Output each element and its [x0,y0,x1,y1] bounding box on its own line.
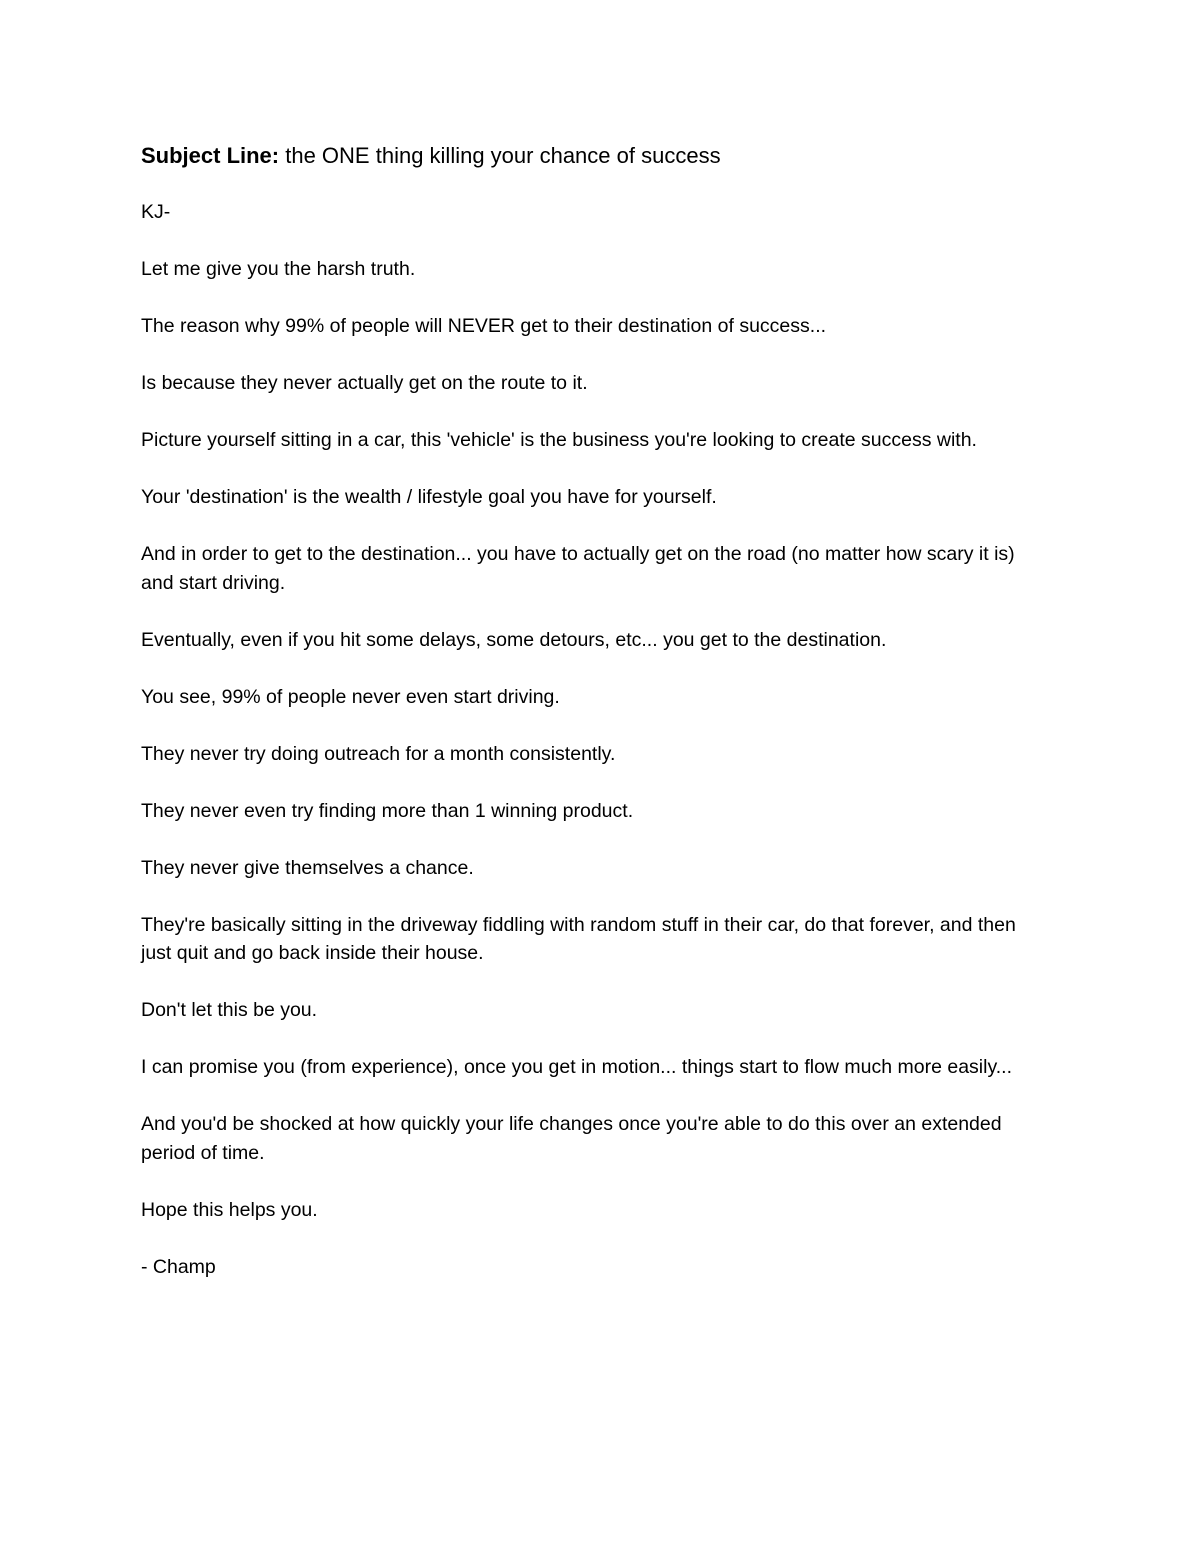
paragraph: Don't let this be you. [141,999,318,1021]
paragraph: You see, 99% of people never even start driving. [141,685,560,708]
paragraph: They never even try finding more than 1 winning product. [141,799,634,822]
paragraph: Hope this helps you. [141,1198,318,1221]
signature: - Champ [141,1255,216,1278]
paragraph: The reason why 99% of people will NEVER get to their destination of success... [141,315,827,337]
subject-line [141,140,1041,172]
paragraph: Your 'destination' is the wealth / lifestyle goal you have for yourself. [141,486,717,508]
subject-label: Subject Line: [141,143,280,168]
greeting: KJ- [141,201,171,223]
paragraph: And in order to get to the destination... you have to actually get on the road (no matter how scary it is) and start driving. [141,543,1015,594]
paragraph: Eventually, even if you hit some delays, some detours, etc... you get to the destination. [141,628,887,651]
email-body [141,140,1041,1310]
paragraph: I can promise you (from experience), once you get in motion... things start to flow much more easily... [141,1056,1013,1078]
paragraph: Let me give you the harsh truth. [141,258,416,280]
paragraph: Is because they never actually get on the route to it. [141,372,588,394]
paragraph: Picture yourself sitting in a car, this 'vehicle' is the business you're looking to create success with. [141,429,977,451]
subject-text: the ONE thing killing your chance of success [279,143,721,168]
paragraph: They never give themselves a chance. [141,856,474,879]
paragraph: They never try doing outreach for a month consistently. [141,742,616,765]
paragraph: They're basically sitting in the driveway fiddling with random stuff in their car, do that forever, and then just quit and go back inside their house. [141,913,1016,964]
paragraph: And you'd be shocked at how quickly your life changes once you're able to do this over an extended period of time. [141,1113,1002,1164]
